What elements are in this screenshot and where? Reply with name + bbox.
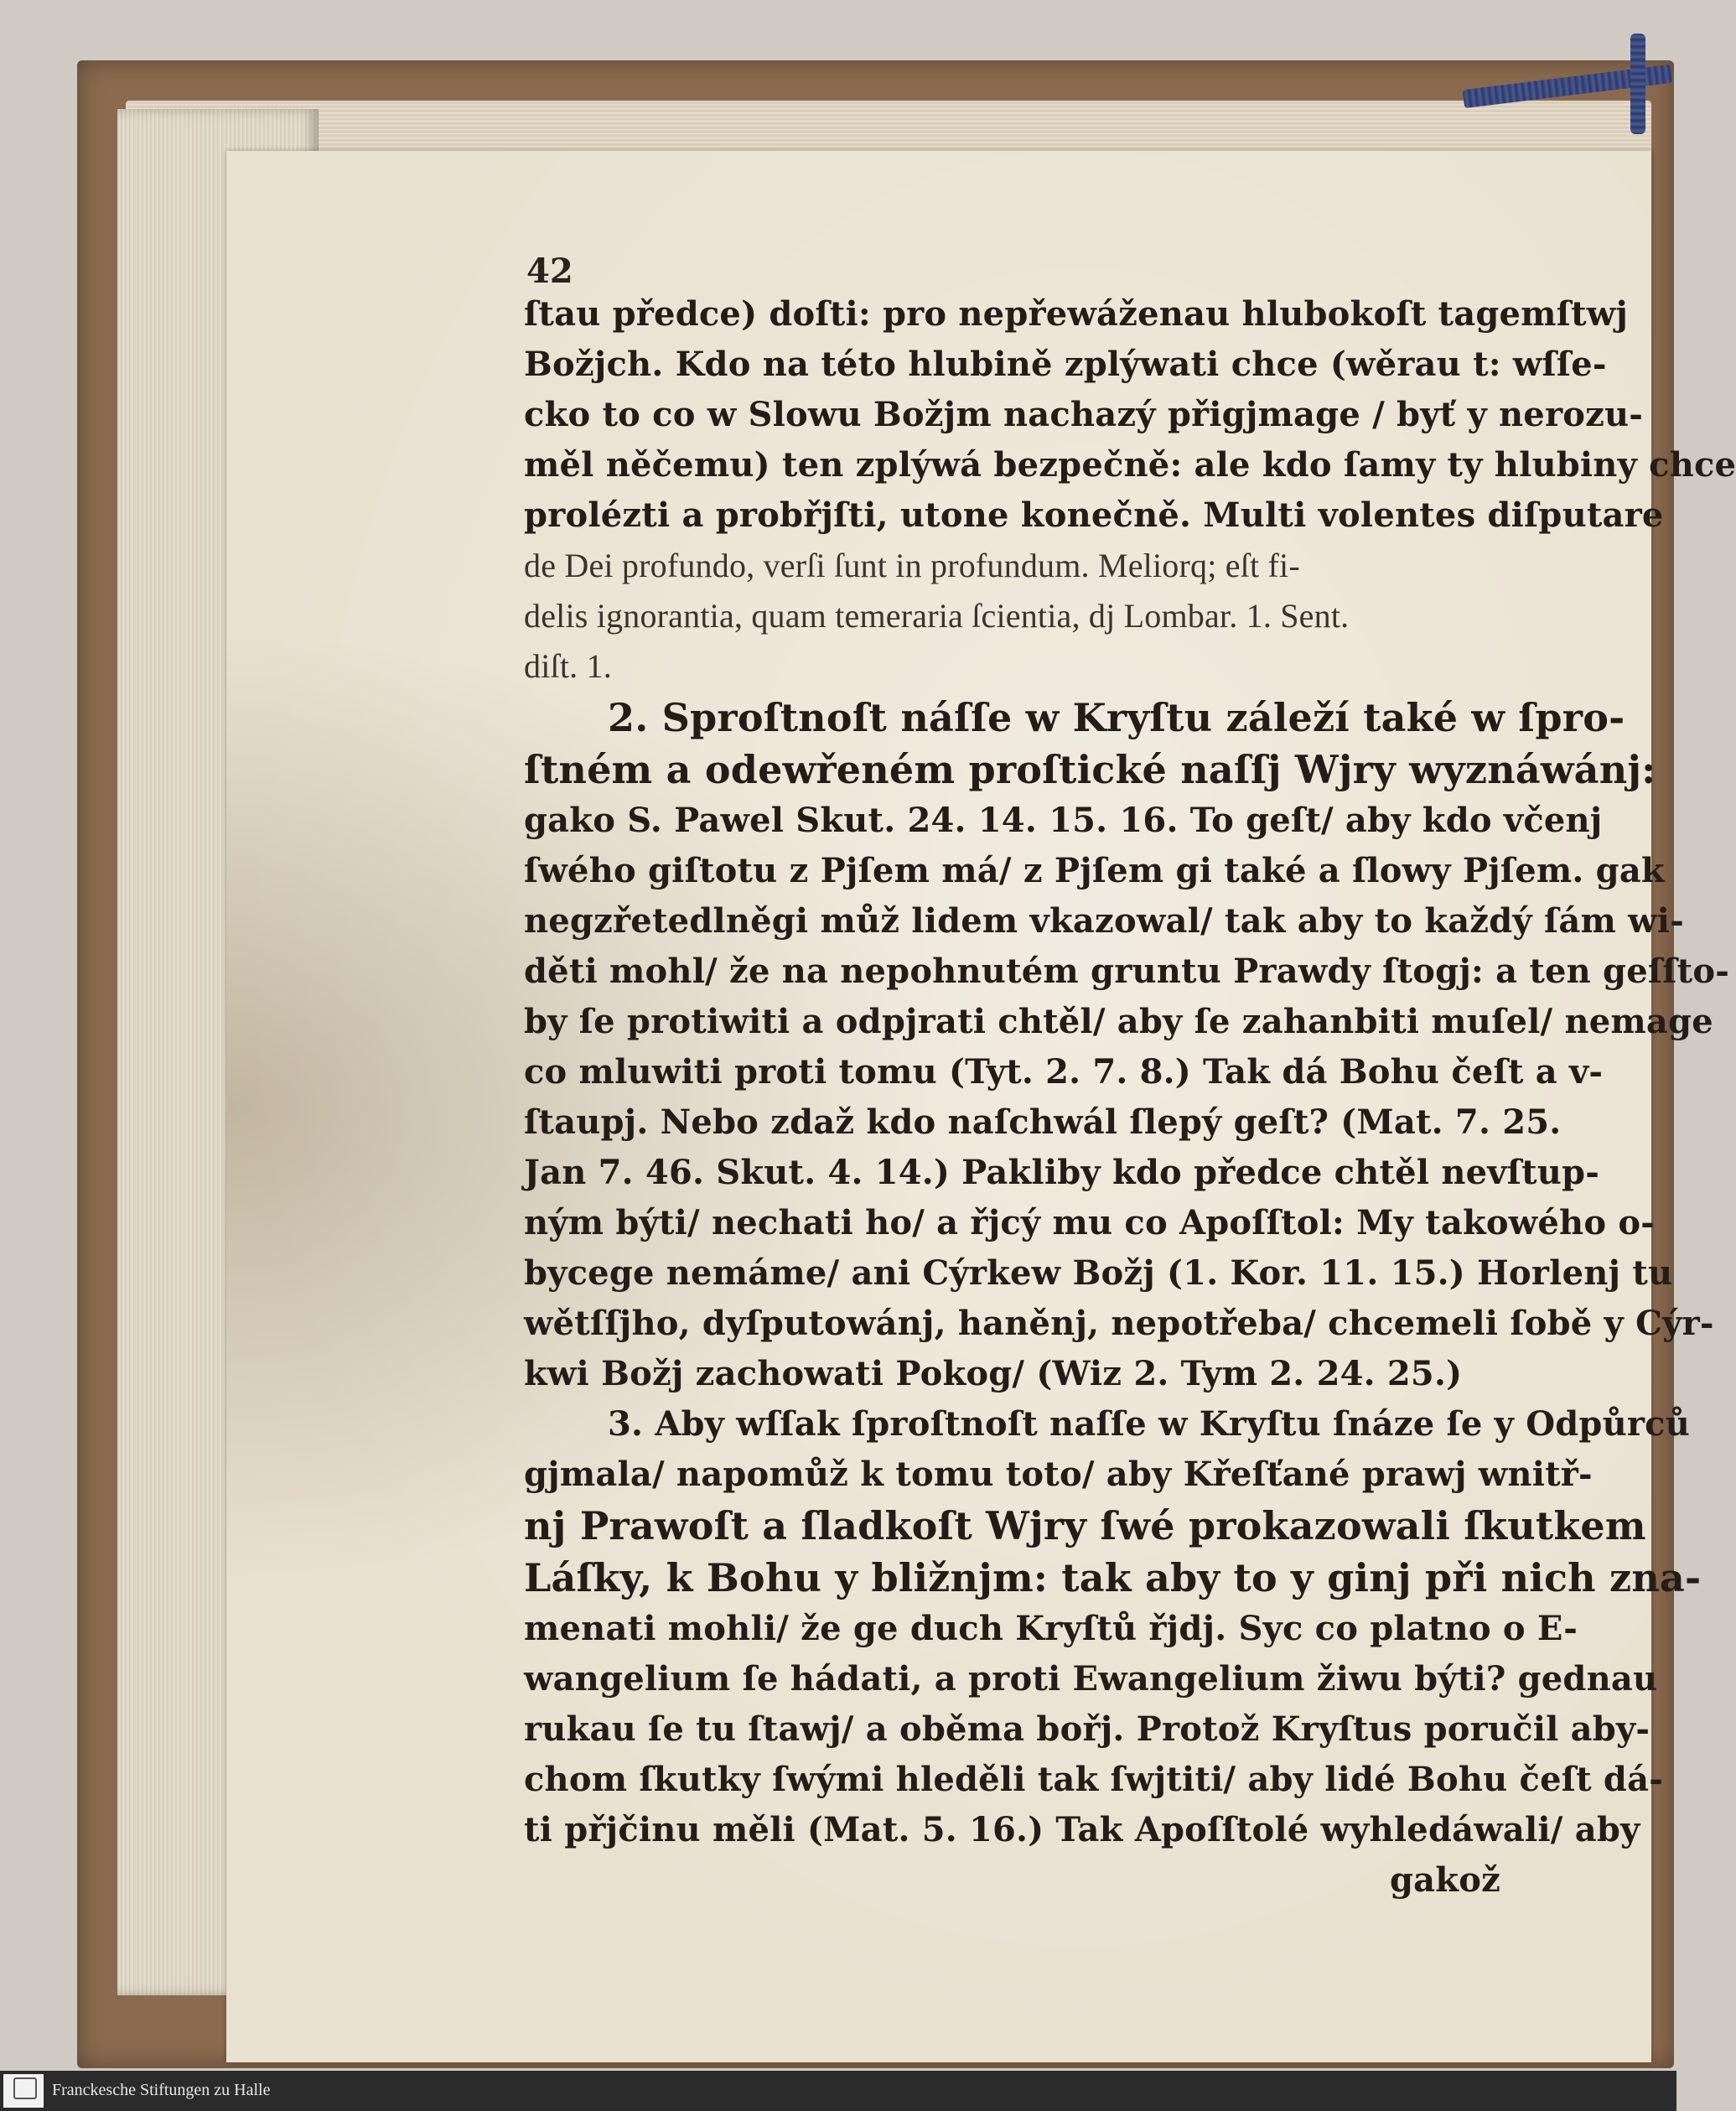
page-text <box>524 289 1736 1906</box>
text-line: de Dei profundo, verſi ſunt in profundum. Meliorq; eſt fi- <box>524 547 1300 584</box>
page-number: 42 <box>526 252 573 291</box>
text-line: ſwého giſtotu z Pjſem má/ z Pjſem gi také a ſlowy Pjſem. gak <box>524 851 1665 890</box>
text-line: kwi Božj zachowati Pokog/ (Wiz 2. Tym 2. 24. 25.) <box>524 1354 1463 1393</box>
text-line: ným býti/ nechati ho/ a řjcý mu co Apoſſtol: My takowého o- <box>524 1203 1656 1242</box>
text-line: co mluwiti proti tomu (Tyt. 2. 7. 8.) Tak dá Bohu čeſt a v- <box>524 1052 1604 1092</box>
footer-institution-name: Franckesche Stiftungen zu Halle <box>52 2081 271 2099</box>
text-line: ſtaupj. Nebo zdaž kdo naſchwál ſlepý geſt? (Mat. 7. 25. <box>524 1102 1562 1142</box>
text-line: negzřetedlněgi můž lidem vkazowal/ tak aby to každý ſám wi- <box>524 901 1684 941</box>
text-line: ti přjčinu měli (Mat. 5. 16.) Tak Apoſſtolé wyhledáwali/ aby <box>524 1810 1640 1849</box>
text-line: měl něčemu) ten zplýwá bezpečně: ale kdo ſamy ty hlubiny chce <box>524 445 1736 485</box>
text-line: gako S. Pawel Skut. 24. 14. 15. 16. To geſt/ aby kdo včenj <box>524 801 1603 840</box>
text-line: ſtau předce) doſti: pro nepřewáženau hlubokoſt tagemſtwj <box>524 294 1629 334</box>
text-line: bycege nemáme/ ani Cýrkew Božj (1. Kor. 11. 15.) Horlenj tu <box>524 1253 1673 1293</box>
text-line: Božjch. Kdo na této hlubině zplýwati chce (wěrau t: wſſe- <box>524 345 1607 384</box>
text-line: 3. Aby wſſak ſproſtnoſt naſſe w Kryſtu ſnáze ſe y Odpůrců <box>608 1404 1690 1444</box>
text-line: wětſſjho, dyſputowánj, haněnj, nepotřeba/ chcemeli ſobě y Cýr- <box>524 1304 1714 1343</box>
text-line: nj Prawoſt a ſladkoſt Wjry ſwé prokazowali ſkutkem <box>524 1503 1646 1548</box>
text-line: ſtném a odewřeném proſtické naſſj Wjry wyznáwánj: <box>524 747 1656 792</box>
bookmark-ribbon-tail <box>1630 34 1645 134</box>
footer-bar <box>0 2071 1676 2111</box>
text-line: delis ignorantia, quam temeraria ſcientia, dj Lombar. 1. Sent. <box>524 597 1350 635</box>
text-line: wangelium ſe hádati, a proti Ewangelium žiwu býti? gednau <box>524 1659 1658 1699</box>
text-line: cko to co w Slowu Božjm nachazý přigjmage / byť y nerozu- <box>524 395 1644 434</box>
text-line: diſt. 1. <box>524 647 612 685</box>
catchword: gakož <box>1390 1860 1500 1900</box>
text-line: rukau ſe tu ſtawj/ a oběma bořj. Protož Kryſtus poručil aby- <box>524 1709 1650 1749</box>
text-line: chom ſkutky ſwými hleděli tak ſwjtiti/ aby lidé Bohu čeſt dá- <box>524 1760 1664 1799</box>
text-line: děti mohl/ že na nepohnutém gruntu Prawdy ſtogj: a ten geſſto- <box>524 952 1730 991</box>
text-line: 2. Sproſtnoſt náſſe w Kryſtu záleží také w ſpro- <box>608 695 1625 740</box>
text-line: Láſky, k Bohu y bližnjm: tak aby to y ginj při nich zna- <box>524 1555 1702 1600</box>
text-line: prolézti a probřjſti, utone konečně. Multi volentes diſputare <box>524 495 1664 535</box>
text-line: by ſe protiwiti a odpjrati chtěl/ aby ſe zahanbiti muſel/ nemage <box>524 1002 1713 1041</box>
text-line: Jan 7. 46. Skut. 4. 14.) Pakliby kdo předce chtěl nevſtup- <box>524 1153 1600 1192</box>
text-line: menati mohli/ že ge duch Kryſtů řjdj. Syc co platno o E- <box>524 1609 1578 1648</box>
institution-logo-icon <box>3 2074 44 2108</box>
text-line: gjmala/ napomůž k tomu toto/ aby Křeſťané prawj wnitř- <box>524 1455 1593 1494</box>
